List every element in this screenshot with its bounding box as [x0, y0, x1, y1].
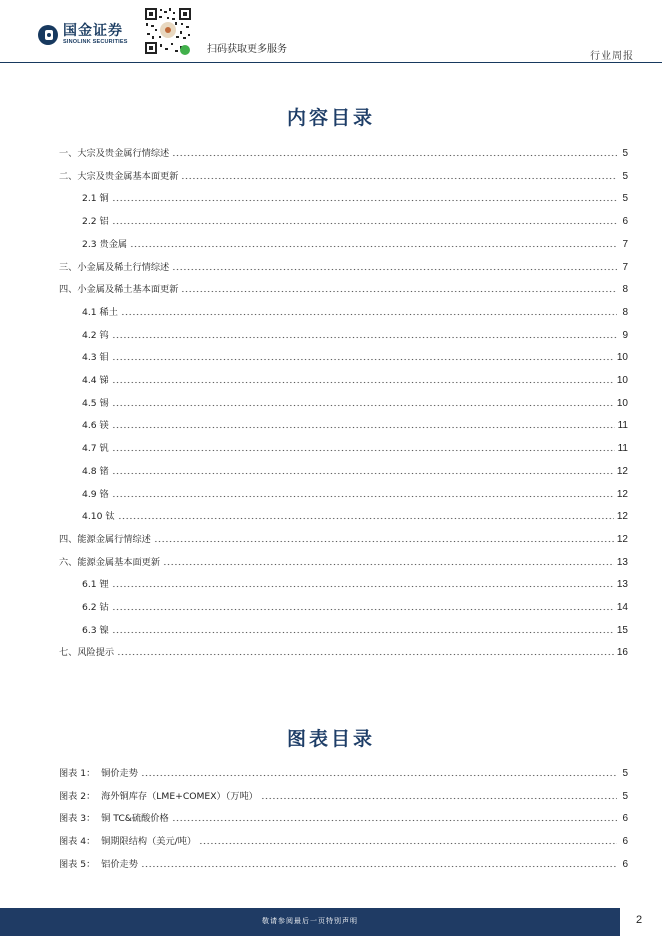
scan-for-services-text: 扫码获取更多服务	[207, 44, 287, 55]
toc-entry-page: 15	[616, 624, 628, 636]
qr-code-icon	[143, 6, 193, 56]
report-type-label: 行业周报	[590, 51, 634, 62]
figure-entry-label: 图表 4： 铜期限结构（美元/吨）	[59, 836, 197, 848]
toc-entry-page: 8	[622, 284, 628, 296]
toc-entry-page: 9	[622, 329, 628, 341]
toc-entry-label: 4.10 钛	[82, 511, 115, 523]
toc-entry-page: 7	[622, 238, 628, 250]
logo-name-cn: 国金证券	[63, 23, 123, 39]
dot-leader	[112, 578, 614, 588]
toc-entry[interactable]	[59, 644, 628, 658]
page-header	[0, 0, 662, 64]
company-logo	[38, 24, 128, 46]
toc-entry-page: 12	[616, 533, 628, 545]
dot-leader	[181, 283, 617, 293]
figure-entry-page: 6	[622, 813, 628, 825]
toc-entry[interactable]	[59, 259, 628, 273]
toc-entry-page: 10	[616, 352, 628, 364]
dot-leader	[121, 306, 617, 316]
toc-entry-page: 12	[616, 465, 628, 477]
logo-name-en: SINOLINK SECURITIES	[63, 39, 128, 45]
toc-entry-label: 2.2 铝	[82, 216, 109, 228]
toc-entry[interactable]	[82, 463, 628, 477]
toc-entry-label: 4.4 锑	[82, 375, 109, 386]
figure-entry-page: 6	[622, 858, 628, 870]
dot-leader	[172, 261, 617, 271]
figure-entry[interactable]	[59, 788, 628, 802]
toc-entry[interactable]	[82, 486, 628, 500]
toc-entry-label: 6.1 锂	[82, 579, 109, 591]
dot-leader	[172, 147, 617, 157]
figure-entry[interactable]	[59, 856, 628, 870]
toc-entry-label: 三、小金属及稀土行情综述	[59, 261, 170, 273]
toc-entry-page: 12	[616, 511, 628, 523]
toc-entry-label: 4.3 钼	[82, 352, 109, 364]
page-number: 2	[636, 914, 643, 926]
toc-entry-page: 16	[616, 647, 628, 659]
toc-entry-page: 10	[616, 375, 628, 386]
toc-entry-label: 4.9 铬	[82, 488, 109, 500]
dot-leader	[117, 646, 614, 656]
toc-entry[interactable]	[82, 599, 628, 613]
toc-entry-label: 4.2 钨	[82, 329, 109, 341]
toc-entry-label: 2.3 贵金属	[82, 238, 128, 250]
dot-leader	[130, 238, 617, 248]
toc-entry[interactable]	[82, 349, 628, 363]
dot-leader	[118, 510, 614, 520]
dot-leader	[112, 215, 617, 225]
toc-entry-page: 11	[617, 420, 628, 432]
toc-entry-label: 4.7 钒	[82, 443, 109, 455]
footer-disclaimer: 敬请参阅最后一页特别声明	[262, 917, 358, 925]
toc-entry-page: 14	[616, 602, 628, 613]
toc-entry-page: 7	[622, 261, 628, 273]
dot-leader	[199, 835, 617, 845]
figure-entry-label: 图表 5： 铝价走势	[59, 858, 138, 870]
toc-entry-page: 13	[616, 556, 628, 568]
dot-leader	[112, 442, 615, 452]
dot-leader	[261, 790, 617, 800]
toc-entry-label: 4.8 锗	[82, 465, 109, 477]
toc-entry[interactable]	[59, 168, 628, 182]
toc-entry[interactable]	[82, 508, 628, 522]
dot-leader	[154, 533, 614, 543]
figure-entry-label: 图表 1： 铜价走势	[59, 768, 138, 779]
header-divider	[0, 62, 662, 63]
dot-leader	[172, 812, 617, 822]
toc-entry[interactable]	[82, 327, 628, 341]
figures-title: 图表目录	[286, 728, 375, 750]
toc-entry-label: 6.2 钴	[82, 602, 109, 613]
figure-entry[interactable]	[59, 833, 628, 847]
toc-entry-page: 5	[622, 170, 628, 182]
figure-entry[interactable]	[59, 810, 628, 824]
figure-entry-label: 图表 3： 铜 TC&硫酸价格	[59, 813, 169, 825]
toc-entry-label: 四、小金属及稀土基本面更新	[59, 284, 179, 296]
toc-entry-label: 2.1 铜	[82, 193, 109, 205]
toc-entry-label: 四、能源金属行情综述	[59, 533, 151, 545]
toc-entry[interactable]	[82, 372, 628, 386]
toc-entry-page: 10	[616, 397, 628, 409]
toc-title: 内容目录	[286, 107, 375, 129]
dot-leader	[112, 601, 614, 611]
figure-entry[interactable]	[59, 765, 628, 779]
toc-entry[interactable]	[82, 440, 628, 454]
toc-entry[interactable]	[82, 395, 628, 409]
toc-entry-page: 6	[622, 216, 628, 228]
dot-leader	[112, 488, 614, 498]
toc-entry-label: 二、大宗及贵金属基本面更新	[59, 170, 179, 182]
toc-entry[interactable]	[59, 554, 628, 568]
dot-leader	[141, 767, 617, 777]
toc-entry[interactable]	[82, 304, 628, 318]
toc-entry[interactable]	[82, 236, 628, 250]
toc-entry[interactable]	[82, 417, 628, 431]
figure-entry-page: 5	[622, 768, 628, 779]
toc-entry-page: 11	[617, 443, 628, 455]
dot-leader	[112, 329, 617, 339]
dot-leader	[112, 465, 614, 475]
dot-leader	[112, 192, 617, 202]
figure-entry-page: 5	[622, 790, 628, 802]
dot-leader	[112, 374, 614, 384]
dot-leader	[181, 170, 617, 180]
toc-entry-page: 5	[622, 148, 628, 159]
toc-entry[interactable]	[82, 190, 628, 204]
toc-entry-label: 6.3 镍	[82, 624, 109, 636]
toc-entry-page: 8	[622, 306, 628, 318]
toc-entry[interactable]	[82, 576, 628, 590]
dot-leader	[112, 419, 615, 429]
toc-entry[interactable]	[59, 145, 628, 159]
logo-mark-icon	[38, 25, 58, 45]
toc-entry[interactable]	[59, 281, 628, 295]
toc-entry[interactable]	[59, 531, 628, 545]
dot-leader	[112, 624, 614, 634]
toc-entry[interactable]	[82, 213, 628, 227]
toc-entry-page: 12	[616, 488, 628, 500]
toc-entry-label: 一、大宗及贵金属行情综述	[59, 148, 170, 159]
figure-entry-page: 6	[622, 836, 628, 848]
dot-leader	[112, 351, 614, 361]
toc-entry-label: 七、风险提示	[59, 647, 115, 659]
toc-entry-page: 13	[616, 579, 628, 591]
toc-entry-page: 5	[622, 193, 628, 205]
toc-entry[interactable]	[82, 622, 628, 636]
toc-entry-label: 4.6 镁	[82, 420, 109, 432]
toc-entry-label: 六、能源金属基本面更新	[59, 556, 161, 568]
dot-leader	[112, 397, 614, 407]
figure-entry-label: 图表 2： 海外铜库存（LME+COMEX）（万吨）	[59, 790, 258, 802]
toc-entry-label: 4.1 稀土	[82, 306, 118, 318]
toc-entry-label: 4.5 锡	[82, 397, 109, 409]
dot-leader	[141, 858, 617, 868]
dot-leader	[163, 556, 614, 566]
